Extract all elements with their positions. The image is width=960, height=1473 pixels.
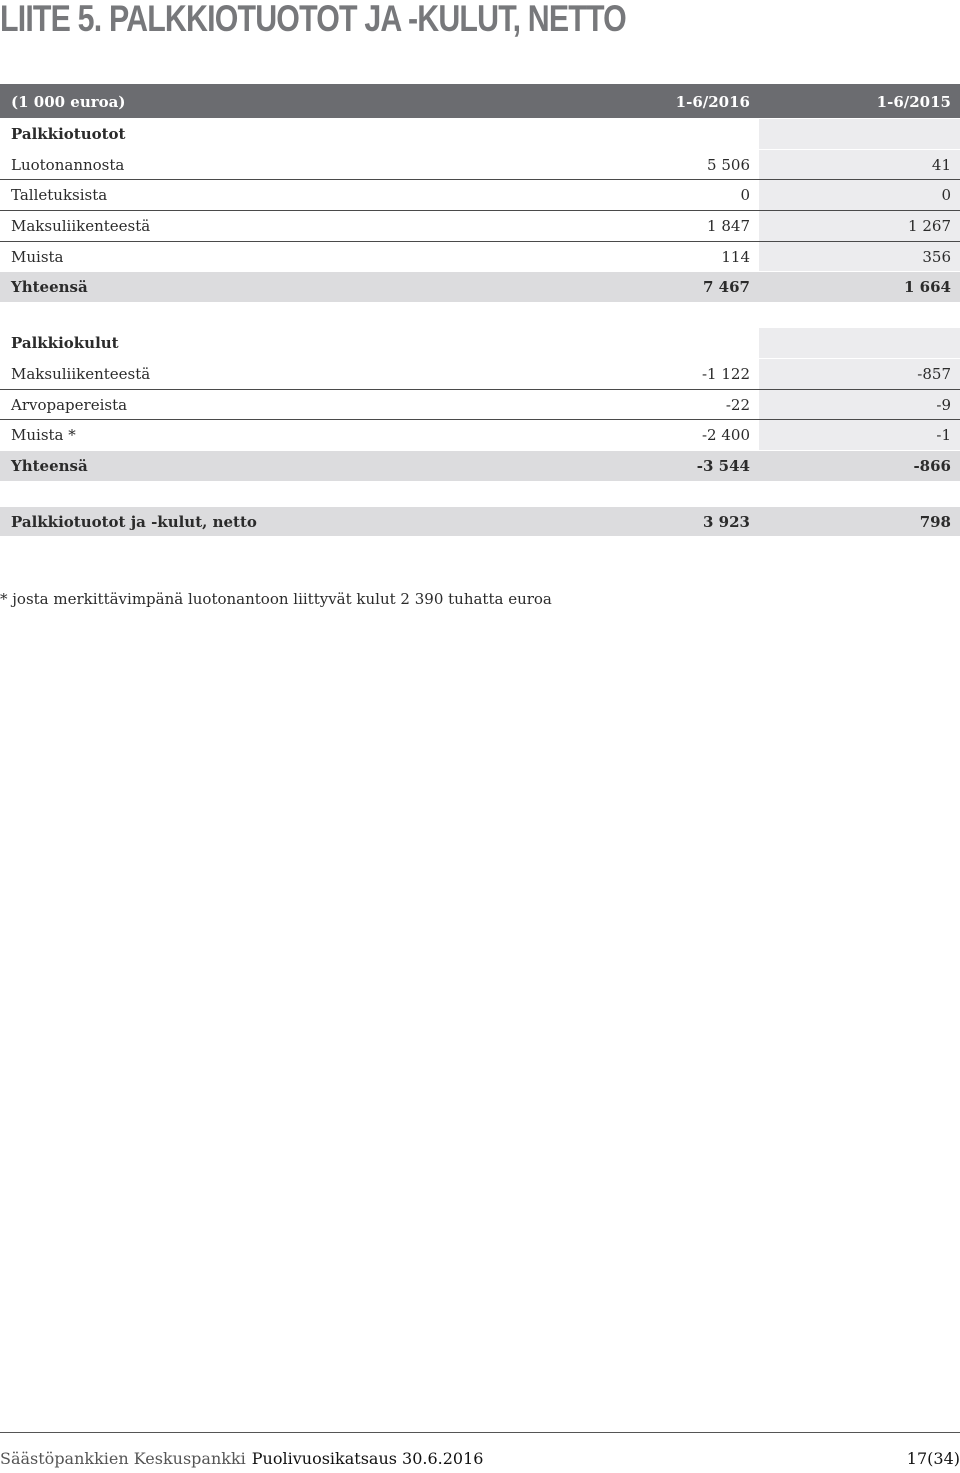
column-header-2015: 1-6/2015 <box>876 93 951 111</box>
table-row: Muista * -2 400 -1 <box>0 420 960 451</box>
table-row: Luotonannosta 5 506 41 <box>0 150 960 181</box>
table-row: Talletuksista 0 0 <box>0 180 960 211</box>
income-total-row: Yhteensä 7 467 1 664 <box>0 272 960 303</box>
page-number: 17(34) <box>906 1449 960 1468</box>
table-header <box>0 84 960 119</box>
page-title: LIITE 5. PALKKIOTUOTOT JA -KULUT, NETTO <box>0 0 626 39</box>
net-total-row: Palkkiotuotot ja -kulut, netto 3 923 798 <box>0 507 960 538</box>
footer-document-title: Puolivuosikatsaus 30.6.2016 <box>251 1449 484 1468</box>
fee-income-table <box>0 84 960 537</box>
table-row: Maksuliikenteestä 1 847 1 267 <box>0 211 960 242</box>
section-heading-expenses: Palkkiokulut <box>0 328 960 359</box>
column-header-2016: 1-6/2016 <box>675 93 750 111</box>
table-row: Muista 114 356 <box>0 242 960 273</box>
unit-label: (1 000 euroa) <box>11 93 126 111</box>
expenses-total-row: Yhteensä -3 544 -866 <box>0 451 960 482</box>
table-row: Maksuliikenteestä -1 122 -857 <box>0 359 960 390</box>
footer-divider <box>0 1432 960 1433</box>
section-heading-income: Palkkiotuotot <box>0 119 960 150</box>
page-footer <box>0 1448 960 1470</box>
footer-organization: Säästöpankkien Keskuspankki <box>0 1449 246 1468</box>
footnote: * josta merkittävimpänä luotonantoon liittyvät kulut 2 390 tuhatta euroa <box>0 590 552 608</box>
table-row: Arvopapereista -22 -9 <box>0 390 960 421</box>
